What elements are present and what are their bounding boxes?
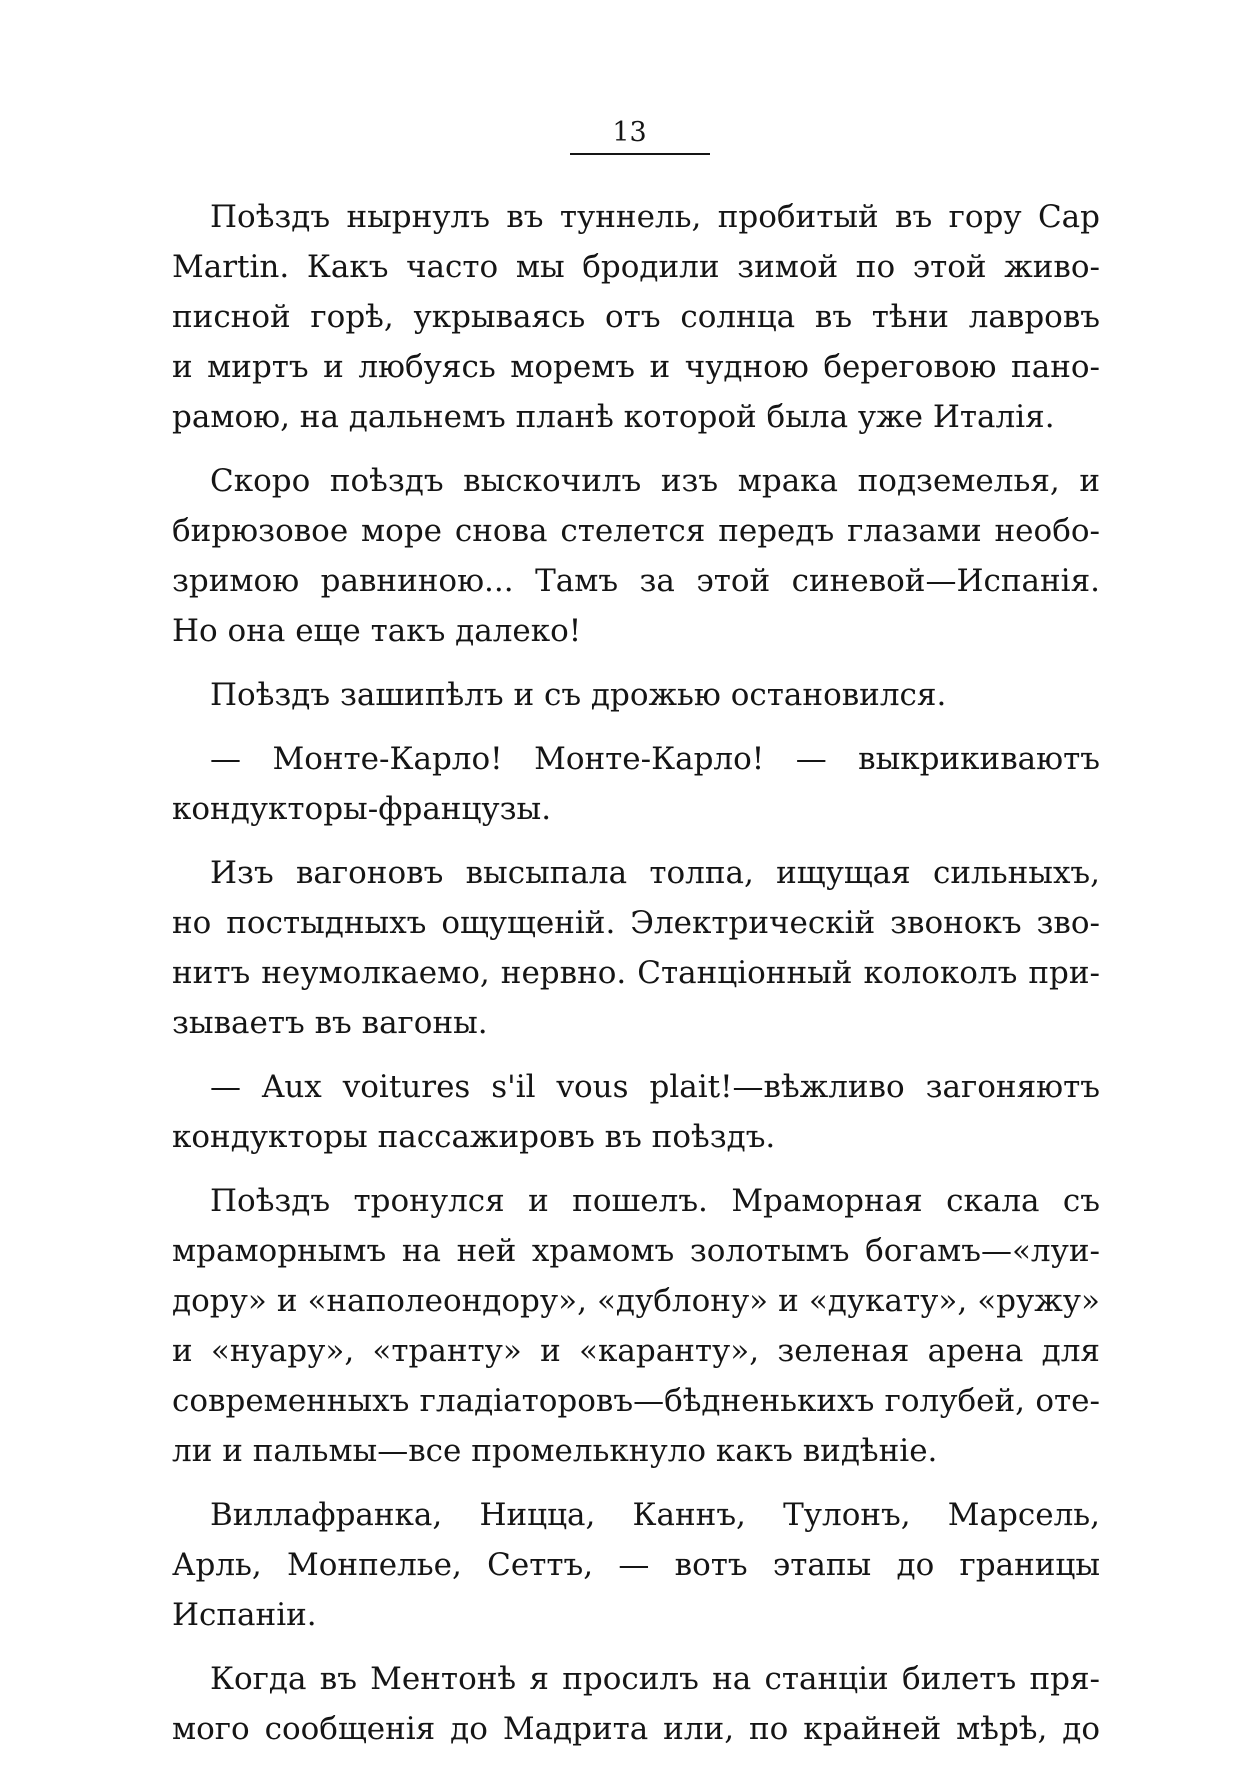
- text-line: Виллафранка, Ницца, Каннъ, Тулонъ, Марсель,: [210, 1497, 1100, 1533]
- text-line: рамою, на дальнемъ планѣ которой была уже Италія.: [172, 399, 1055, 435]
- text-line: зримою равниною... Тамъ за этой синевой—Испанія.: [172, 563, 1100, 599]
- text-line: Поѣздъ зашипѣлъ и съ дрожью остановился.: [210, 677, 947, 713]
- text-line: ли и пальмы—все промелькнуло какъ видѣніе.: [172, 1433, 938, 1469]
- text-line: бирюзовое море снова стелется передъ глазами необо-: [172, 513, 1100, 549]
- text-line: — Монте-Карло! Монте-Карло! — выкрикиваютъ: [210, 741, 1100, 777]
- text-line: Поѣздъ тронулся и пошелъ. Мраморная скала съ: [210, 1183, 1100, 1219]
- text-line: Martin. Какъ часто мы бродили зимой по этой живо-: [172, 249, 1100, 285]
- text-line: нитъ неумолкаемо, нервно. Станціонный колоколъ при-: [172, 955, 1100, 991]
- page-number: 13: [612, 117, 647, 148]
- text-line: Когда въ Ментонѣ я просилъ на станціи билетъ пря-: [210, 1661, 1100, 1697]
- text-line: кондукторы-французы.: [172, 791, 552, 827]
- text-line: Поѣздъ нырнулъ въ туннель, пробитый въ гору Cap: [210, 199, 1100, 235]
- text-line: Испаніи.: [172, 1597, 317, 1633]
- body-text: [172, 192, 1100, 1754]
- text-line: мраморнымъ на ней храмомъ золотымъ богамъ—«луи-: [172, 1233, 1100, 1269]
- text-line: Изъ вагоновъ высыпала толпа, ищущая сильныхъ,: [210, 855, 1100, 891]
- text-line: и «нуару», «транту» и «каранту», зеленая арена для: [172, 1333, 1100, 1369]
- text-line: и миртъ и любуясь моремъ и чудною береговою пано-: [172, 349, 1100, 385]
- text-line: современныхъ гладіаторовъ—бѣдненькихъ голубей, оте-: [172, 1383, 1100, 1419]
- text-line: кондукторы пассажировъ въ поѣздъ.: [172, 1119, 776, 1155]
- text-line: зываетъ въ вагоны.: [172, 1005, 488, 1041]
- text-line: дору» и «наполеондору», «дублону» и «дукату», «ружу»: [172, 1283, 1100, 1319]
- text-line: Скоро поѣздъ выскочилъ изъ мрака подземелья, и: [210, 463, 1100, 499]
- text-line: — Aux voitures s'il vous plait!—вѣжливо загоняютъ: [210, 1069, 1100, 1105]
- page-number-rule: [570, 153, 710, 155]
- text-line: писной горѣ, укрываясь отъ солнца въ тѣни лавровъ: [172, 299, 1100, 335]
- text-line: мого сообщенія до Мадрита или, по крайней мѣрѣ, до: [172, 1711, 1100, 1747]
- text-line: Но она еще такъ далеко!: [172, 613, 582, 649]
- text-line: Арль, Монпелье, Сеттъ, — вотъ этапы до границы: [172, 1547, 1100, 1583]
- text-line: но постыдныхъ ощущеній. Электрическій звонокъ зво-: [172, 905, 1100, 941]
